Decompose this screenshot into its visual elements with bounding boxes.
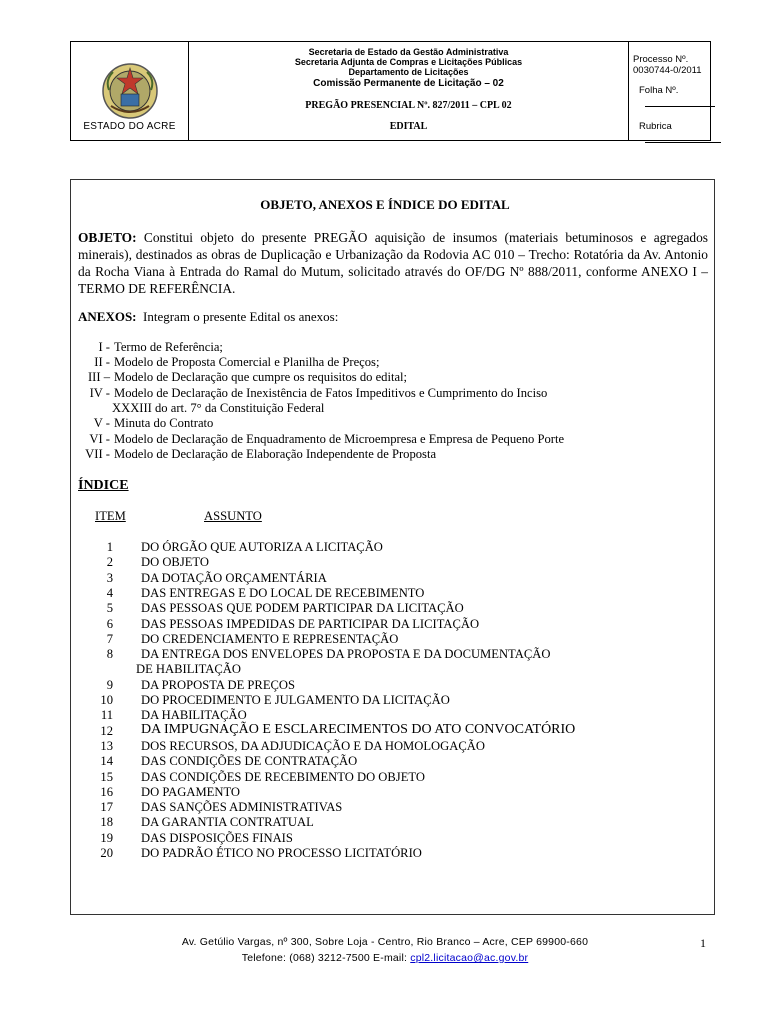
anexo-number: III – — [87, 370, 110, 384]
processo-number: Processo Nº. 0030744-0/2011 — [633, 54, 702, 76]
indice-item-text: DA GARANTIA CONTRATUAL — [141, 815, 314, 830]
objeto-paragraph — [78, 229, 708, 297]
col-item-header: ITEM — [95, 509, 126, 523]
indice-item-number: 9 — [106, 677, 113, 692]
anexo-number: I - — [98, 340, 110, 354]
indice-item-text: DAS CONDIÇÕES DE RECEBIMENTO DO OBJETO — [141, 769, 425, 784]
indice-item-text: DAS SANÇÕES ADMINISTRATIVAS — [141, 800, 343, 815]
anexo-item — [78, 355, 379, 370]
indice-item-number: 12 — [100, 723, 113, 738]
anexo-item — [78, 370, 407, 385]
indice-item-number: 1 — [106, 540, 113, 554]
anexo-text: Termo de Referência; — [114, 340, 223, 354]
anexos-heading — [78, 309, 338, 325]
indice-item-number: 2 — [106, 555, 113, 570]
indice-item-text: DAS PESSOAS QUE PODEM PARTICIPAR DA LICITAÇÃO — [141, 601, 464, 616]
indice-item-number: 13 — [100, 738, 113, 753]
col-assunto-header: ASSUNTO — [204, 509, 262, 523]
footer-contact — [0, 952, 770, 964]
anexo-text: Modelo de Declaração de Inexistência de Fatos Impeditivos e Cumprimento do Inciso — [114, 386, 548, 400]
indice-item-text: DA PROPOSTA DE PREÇOS — [141, 677, 296, 692]
section-title: OBJETO, ANEXOS E ÍNDICE DO EDITAL — [260, 197, 510, 212]
indice-item-number: 10 — [100, 693, 113, 707]
anexos-intro: Integram o presente Edital os anexos: — [143, 309, 339, 324]
indice-item-number: 6 — [106, 616, 113, 631]
indice-item-number: 20 — [100, 846, 113, 860]
anexo-number: IV - — [89, 386, 110, 400]
indice-item-text: DAS ENTREGAS E DO LOCAL DE RECEBIMENTO — [141, 585, 425, 600]
page-number: 1 — [700, 936, 706, 950]
indice-item-number: 4 — [106, 585, 113, 600]
anexo-number: V - — [93, 416, 110, 430]
indice-item-text: DO CREDENCIAMENTO E REPRESENTAÇÃO — [141, 631, 399, 646]
footer-email-link[interactable]: cpl2.licitacao@ac.gov.br — [410, 952, 529, 964]
indice-item-text: DO PROCEDIMENTO E JULGAMENTO DA LICITAÇÃO — [141, 693, 450, 707]
footer-address: Av. Getúlio Vargas, nº 300, Sobre Loja - Centro, Rio Branco – Acre, CEP 69900-660 — [181, 936, 589, 948]
anexo-number: VI - — [89, 432, 110, 446]
indice-item-text: DOS RECURSOS, DA ADJUDICAÇÃO E DA HOMOLOGAÇÃO — [141, 738, 485, 753]
state-seal-icon — [99, 60, 161, 122]
anexos-label: ANEXOS: — [78, 309, 137, 324]
indice-item-number: 7 — [106, 631, 113, 646]
header-title-cell — [189, 42, 629, 140]
anexo-text: Modelo de Declaração que cumpre os requisitos do edital; — [114, 370, 408, 384]
footer-phone: Telefone: (068) 3212-7500 E-mail: — [241, 952, 408, 964]
indice-item-text: DAS DISPOSIÇÕES FINAIS — [141, 830, 293, 845]
header-departamento: Departamento de Licitações — [348, 67, 469, 77]
indice-item-number: 5 — [106, 601, 113, 616]
anexo-item — [78, 340, 223, 355]
header-secretaria: Secretaria de Estado da Gestão Administrativa — [308, 47, 509, 57]
indice-item-number: 11 — [100, 708, 113, 723]
indice-heading: ÍNDICE — [78, 478, 129, 493]
objeto-text: Constitui objeto do presente PREGÃO aquisição de insumos (materiais betuminosos e agregados minerais), destinados as obras de Duplicação e Urbanização da Rodovia AC 010 – Trecho: Rotatória da Av. Antonio da Rocha Viana à Entrada do Ramal do Mutum, solicitado através do OF/DG Nº 888/2011, conforme ANEXO I – TERMO DE REFERÊNCIA. — [78, 230, 708, 296]
folha-label: Folha Nº. — [639, 85, 679, 96]
indice-item-text: DE HABILITAÇÃO — [136, 662, 241, 677]
anexo-text: Modelo de Declaração de Elaboração Independente de Proposta — [114, 447, 437, 461]
header-pregao: PREGÃO PRESENCIAL Nº. 827/2011 – CPL 02 — [305, 100, 512, 111]
header-logo-cell — [71, 42, 189, 140]
anexo-text: Modelo de Declaração de Enquadramento de Microempresa e Empresa de Pequeno Porte — [114, 432, 565, 446]
indice-item-text: DAS PESSOAS IMPEDIDAS DE PARTICIPAR DA LICITAÇÃO — [141, 616, 480, 631]
state-name: ESTADO DO ACRE — [83, 121, 176, 132]
document-header — [70, 41, 711, 141]
indice-item-text: DA HABILITAÇÃO — [141, 708, 247, 723]
indice-item-text: DA DOTAÇÃO ORÇAMENTÁRIA — [141, 570, 327, 585]
anexo-item — [78, 386, 547, 401]
indice-item-number: 14 — [100, 754, 113, 769]
anexo-text: Modelo de Proposta Comercial e Planilha de Preços; — [114, 355, 380, 369]
indice-item-text: DA IMPUGNAÇÃO E ESCLARECIMENTOS DO ATO CONVOCATÓRIO — [141, 721, 576, 737]
rubrica-blank — [645, 141, 721, 143]
anexo-number: II - — [94, 355, 110, 369]
rubrica-field — [639, 121, 721, 143]
rubrica-label: Rubrica — [639, 121, 672, 132]
anexo-number: VII - — [85, 447, 110, 461]
indice-item-text: DO PADRÃO ÉTICO NO PROCESSO LICITATÓRIO — [141, 846, 422, 860]
indice-item-number: 17 — [100, 800, 113, 815]
indice-item-text: DAS CONDIÇÕES DE CONTRATAÇÃO — [141, 754, 358, 769]
header-comissao: Comissão Permanente de Licitação – 02 — [313, 78, 504, 89]
header-secretaria-adjunta: Secretaria Adjunta de Compras e Licitações Públicas — [294, 57, 523, 67]
indice-item-number: 3 — [106, 570, 113, 585]
indice-item-text: DO ÓRGÃO QUE AUTORIZA A LICITAÇÃO — [141, 540, 383, 554]
indice-item-text: DO OBJETO — [141, 555, 209, 570]
anexo-text: XXXIII do art. 7° da Constituição Federal — [112, 401, 325, 415]
header-edital: EDITAL — [389, 121, 428, 132]
anexo-item — [78, 432, 564, 447]
indice-item-number: 18 — [100, 815, 113, 830]
folha-blank — [645, 105, 715, 107]
indice-item-text: DA ENTREGA DOS ENVELOPES DA PROPOSTA E DA DOCUMENTAÇÃO — [141, 647, 551, 662]
indice-item-number: 15 — [100, 769, 113, 784]
anexo-item — [112, 401, 324, 416]
folha-field — [639, 85, 715, 107]
indice-item-number: 16 — [100, 784, 113, 799]
objeto-label: OBJETO: — [78, 230, 137, 245]
anexo-item — [78, 447, 436, 462]
indice-item-number: 8 — [106, 647, 113, 662]
anexo-text: Minuta do Contrato — [114, 416, 214, 430]
anexo-item — [78, 416, 213, 431]
indice-item-text: DO PAGAMENTO — [141, 784, 241, 799]
header-process-cell — [629, 42, 710, 140]
indice-item-number: 19 — [100, 830, 113, 845]
